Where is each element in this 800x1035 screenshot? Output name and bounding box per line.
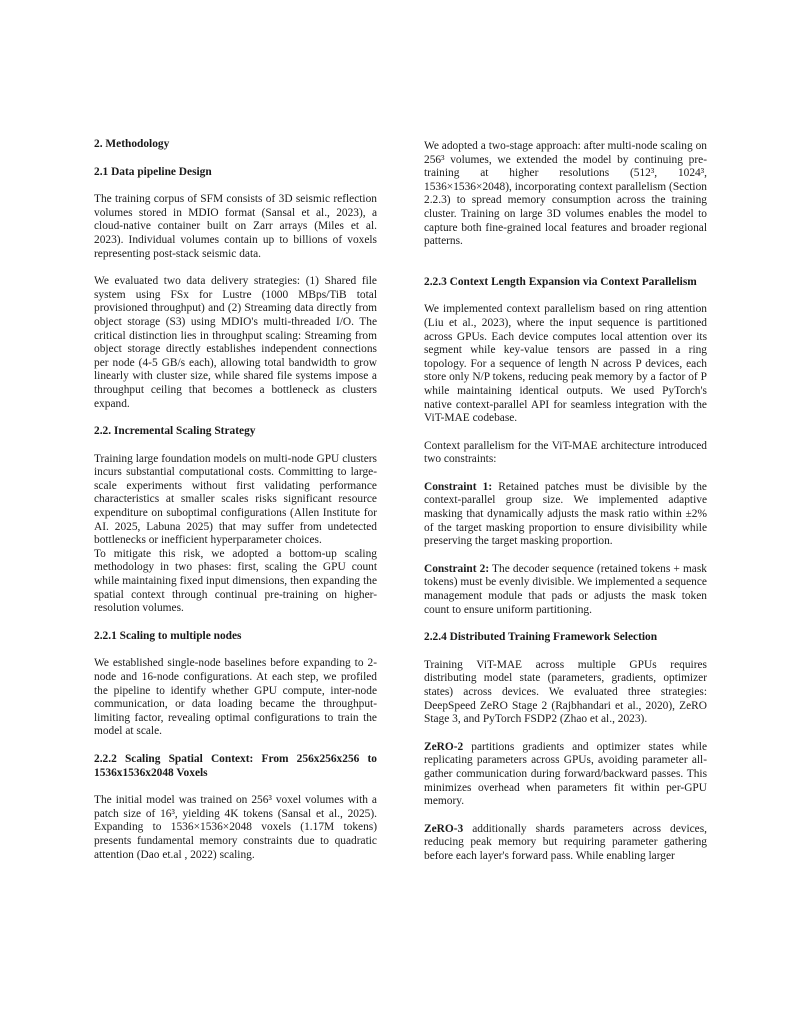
subsection-heading-framework-selection: 2.2.4 Distributed Training Framework Selection <box>424 631 658 644</box>
left-column <box>94 138 377 862</box>
zero-3-text: additionally shards parameters across devices, reducing peak memory but requiring parameter gathering before each layer's forward pass. While enabling larger <box>424 822 707 862</box>
right-column <box>424 140 707 864</box>
subsection-heading-data-pipeline: 2.1 Data pipeline Design <box>94 165 212 178</box>
constraint-2-text: The decoder sequence (retained tokens + mask tokens) must be evenly divisible. We implemented a sequence management module that pads or adjusts the mask token count to ensure uniform partitioning. <box>424 562 707 616</box>
section-heading-methodology: 2. Methodology <box>94 138 170 150</box>
zero-3-label: ZeRO-3 <box>424 822 464 835</box>
paragraph-framework-selection: Training ViT-MAE across multiple GPUs requires distributing model state (parameters, gradients, optimizer states) across devices. We evaluated three strategies: DeepSpeed ZeRO Stage 2 (Rajbhandari et al., 2020), ZeRO Stage 3, and PyTorch FSDP2 (Zhao et al., 2023). <box>424 658 707 726</box>
paragraph-constraint-2 <box>424 563 707 617</box>
paragraph-ring-attention: We implemented context parallelism based on ring attention (Liu et al., 2023), where the input sequence is partitioned across GPUs. Each device computes local attention over its segment while key-value tensors are passed in a ring topology. For a sequence of length N across P devices, each store only N/P tokens, reducing peak memory by a factor of P while maintaining identical outputs. We used PyTorch's native context-parallel API for seamless integration with the ViT-MAE codebase. <box>424 303 707 425</box>
paragraph-data-pipeline: The training corpus of SFM consists of 3D seismic reflection volumes stored in MDIO format (Sansal et al., 2023), a cloud-native container built on Zarr arrays (Miles et al. 2023). Individual volumes contain up to billions of voxels representing post-stack seismic data. <box>94 193 377 260</box>
constraint-2-label: Constraint 2: <box>424 562 490 575</box>
constraint-1-text: Retained patches must be divisible by the context-parallel group size. We implemented adaptive masking that dynamically adjusts the mask ratio within ±2% of the target masking proportion to ensure divisibility while preserving the target masking proportion. <box>424 480 707 548</box>
zero-2-text: partitions gradients and optimizer states while replicating parameters across GPUs, avoiding parameter all-gather communication during forward/backward passes. This minimizes overhead when parameters fit within per-GPU memory. <box>424 740 707 808</box>
subsection-heading-context-parallelism: 2.2.3 Context Length Expansion via Context Parallelism <box>424 275 697 288</box>
paragraph-incremental-scaling: Training large foundation models on multi-node GPU clusters incurs substantial computational costs. Committing to large-scale experiments without first validating performance characteristics at smaller scales risks significant resource expenditure on suboptimal configurations (Allen Institute for AI. 2025, Labuna 2025) that may suffer from undetected bottlenecks or inefficient hyperparameter choices. <box>94 452 377 547</box>
paragraph-zero-3 <box>424 823 707 864</box>
paragraph-delivery-strategies: We evaluated two data delivery strategies: (1) Shared file system using FSx for Lustre (1000 MBps/TiB total provisioned throughput) and (2) Streaming data directly from object storage (S3) using MDIO's multi-threaded I/O. The critical distinction lies in throughput scaling: Streaming from object storage directly establishes independent connections per node (4-5 GB/s each), allowing total bandwidth to grow linearly with cluster size, while shared file systems impose a throughput ceiling that becomes a bottleneck as clusters expand. <box>94 275 377 410</box>
constraint-1-label: Constraint 1: <box>424 480 493 493</box>
subsection-heading-incremental-scaling: 2.2. Incremental Scaling Strategy <box>94 425 256 438</box>
paragraph-zero-2 <box>424 741 707 809</box>
paragraph-multiple-nodes: We established single-node baselines before expanding to 2-node and 16-node configurations. At each step, we profiled the pipeline to identify whether GPU compute, inter-node communication, or data loading became the throughput-limiting factor, revealing optimal configurations to train the model at scale. <box>94 657 377 738</box>
zero-2-label: ZeRO-2 <box>424 740 464 753</box>
subsection-heading-spatial-context: 2.2.2 Scaling Spatial Context: From 256x256x256 to 1536x1536x2048 Voxels <box>94 752 377 779</box>
paragraph-two-stage: We adopted a two-stage approach: after multi-node scaling on 256³ volumes, we extended the model by continuing pre-training at higher resolutions (512³, 1024³, 1536×1536×2048), incorporating context parallelism (Section 2.2.3) to spread memory consumption across the training cluster. Training on large 3D volumes enables the model to capture both fine-grained local features and broader regional patterns. <box>424 140 707 248</box>
paragraph-constraint-1 <box>424 481 707 549</box>
paragraph-constraints-intro: Context parallelism for the ViT-MAE architecture introduced two constraints: <box>424 439 707 466</box>
paragraph-mitigation: To mitigate this risk, we adopted a bottom-up scaling methodology in two phases: first, scaling the GPU count while maintaining fixed input dimensions, then expanding the spatial context through continual pre-training on higher-resolution volumes. <box>94 547 377 615</box>
subsection-heading-multiple-nodes: 2.2.1 Scaling to multiple nodes <box>94 629 242 642</box>
paragraph-spatial-context: The initial model was trained on 256³ voxel volumes with a patch size of 16³, yielding 4K tokens (Sansal et al., 2025). Expanding to 1536×1536×2048 voxels (1.17M tokens) presents fundamental memory constraints due to quadratic attention (Dao et.al , 2022) scaling. <box>94 794 377 861</box>
